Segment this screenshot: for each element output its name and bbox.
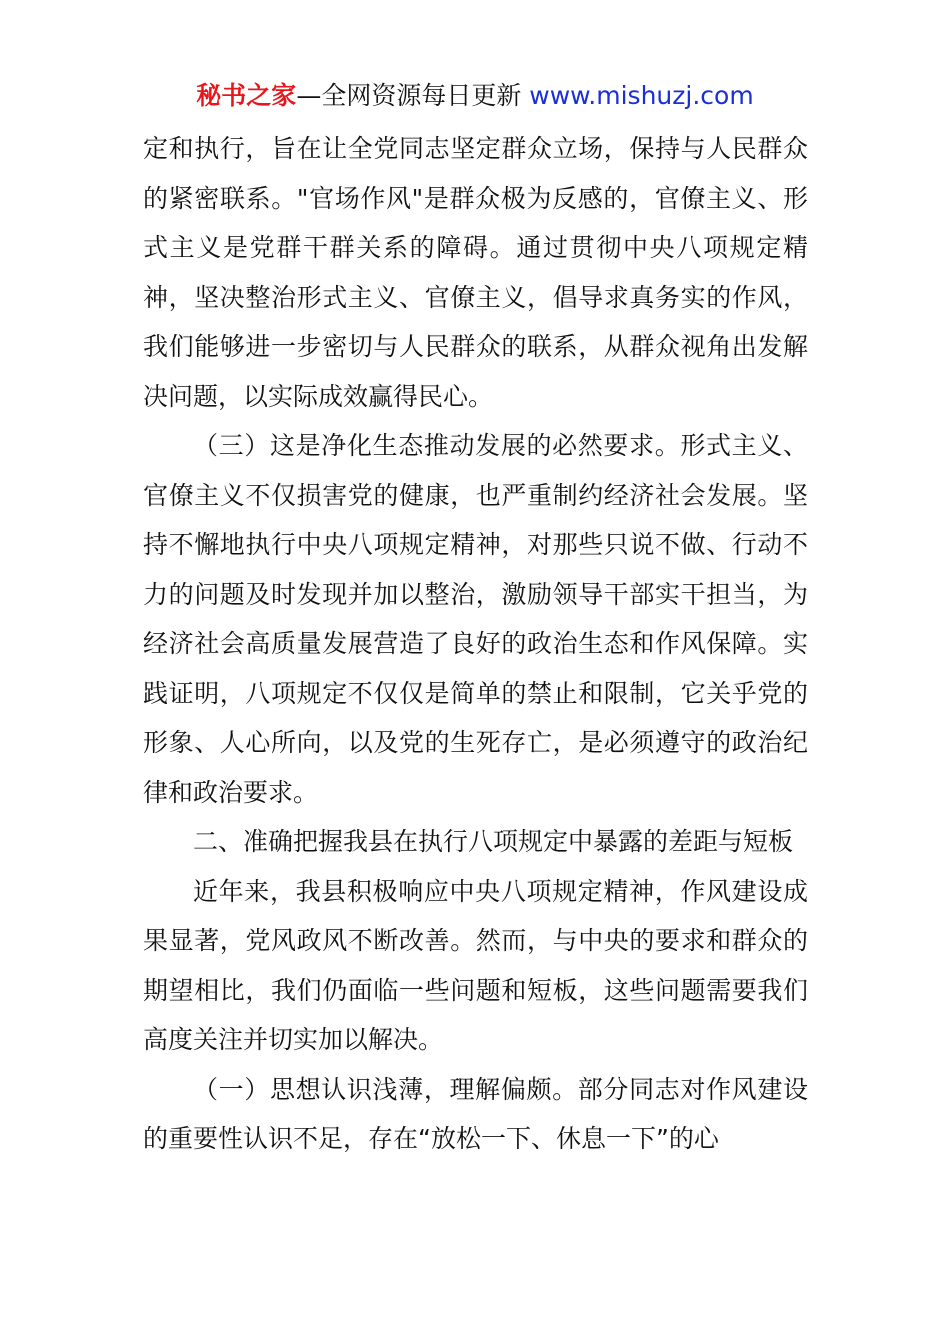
site-tagline: —全网资源每日更新 xyxy=(296,81,530,110)
document-body xyxy=(143,124,808,1164)
paragraph-intro: 近年来，我县积极响应中央八项规定精神，作风建设成果显著，党风政风不断改善。然而，与中央的要求和群众的期望相比，我们仍面临一些问题和短板，这些问题需要我们高度关注并切实加以解决。 xyxy=(143,876,808,1054)
site-url-link[interactable]: www.mishuzj.com xyxy=(529,81,754,110)
paragraph-section-three: （三）这是净化生态推动发展的必然要求。形式主义、官僚主义不仅损害党的健康，也严重制约经济社会发展。坚持不懈地执行中央八项规定精神，对那些只说不做、行动不力的问题及时发现并加以整治，激励领导干部实干担当，为经济社会高质量发展营造了良好的政治生态和作风保障。实践证明，八项规定不仅仅是简单的禁止和限制，它关乎党的形象、人心所向，以及党的生死存亡，是必须遵守的政治纪律和政治要求。 xyxy=(143,431,808,807)
site-header xyxy=(0,78,950,114)
paragraph-continuation: 定和执行，旨在让全党同志坚定群众立场，保持与人民群众的紧密联系。"官场作风"是群众极为反感的，官僚主义、形式主义是党群干群关系的障碍。通过贯彻中央八项规定精神，坚决整治形式主义、官僚主义，倡导求真务实的作风，我们能够进一步密切与人民群众的联系，从群众视角出发解决问题，以实际成效赢得民心。 xyxy=(143,134,808,411)
site-brand: 秘书之家 xyxy=(196,81,297,110)
section-heading-two: 二、准确把握我县在执行八项规定中暴露的差距与短板 xyxy=(193,827,794,856)
paragraph-item-one: （一）思想认识浅薄，理解偏颇。部分同志对作风建设的重要性认识不足，存在“放松一下、休息一下”的心 xyxy=(143,1074,808,1153)
